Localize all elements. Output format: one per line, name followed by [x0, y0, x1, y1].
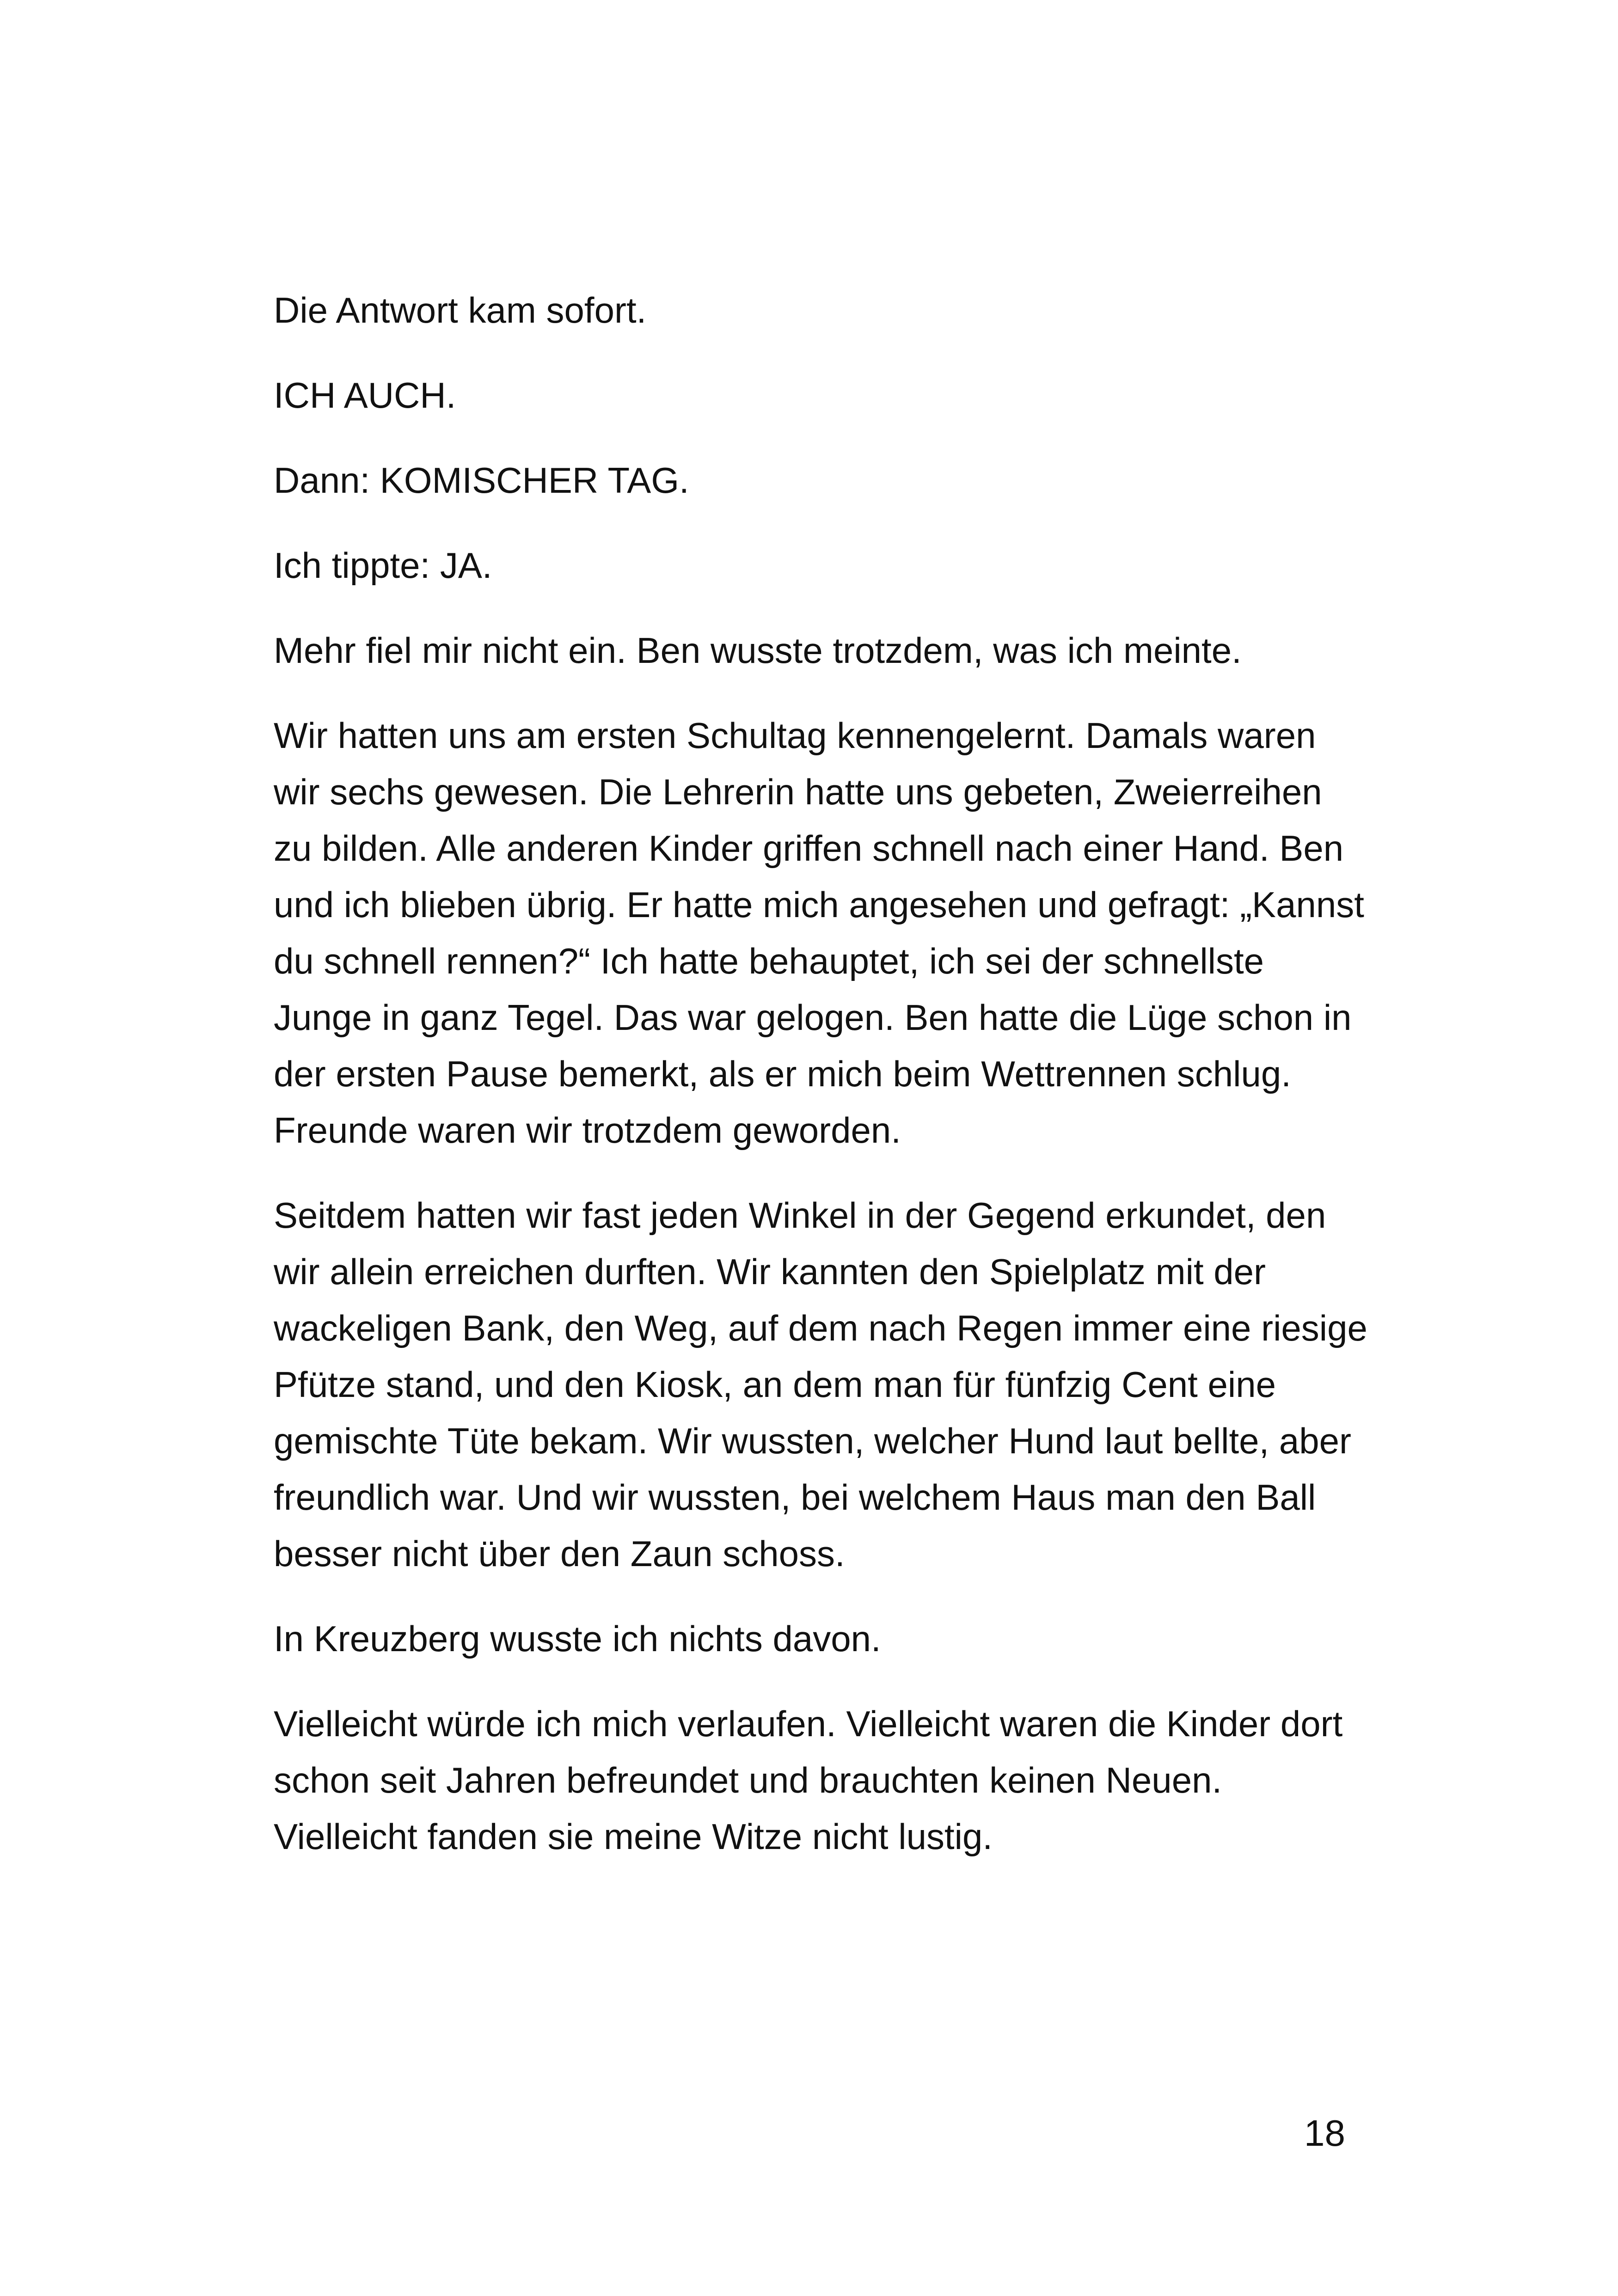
paragraph: Die Antwort kam sofort. [274, 290, 647, 331]
paragraph: Mehr fiel mir nicht ein. Ben wusste trotzdem, was ich meinte. [274, 630, 1242, 671]
paragraph: Seitdem hatten wir fast jeden Winkel in der Gegend erkundet, den wir allein erreichen durften. Wir kannten den Spielplatz mit der wackeligen Bank, den Weg, auf dem nach Regen immer eine riesige Pfütze stand, und den Kiosk, an dem man für fünfzig Cent eine gemischte Tüte bekam. Wir wussten, welcher Hund laut bellte, aber freundlich war. Und wir wussten, bei welchem Haus man den Ball besser nicht über den Zaun schoss. [274, 1195, 1367, 1574]
body-text [274, 282, 1369, 1893]
paragraph: Vielleicht würde ich mich verlaufen. Vielleicht waren die Kinder dort schon seit Jahren befreundet und brauchten keinen Neuen. Vielleicht fanden sie meine Witze nicht lustig. [274, 1703, 1343, 1857]
paragraph: Ich tippte: JA. [274, 545, 492, 586]
paragraph: In Kreuzberg wusste ich nichts davon. [274, 1618, 881, 1659]
paragraph: Wir hatten uns am ersten Schultag kennengelernt. Damals waren wir sechs gewesen. Die Lehrerin hatte uns gebeten, Zweierreihen zu bilden. Alle anderen Kinder griffen schnell nach einer Hand. Ben und ich blieben übrig. Er hatte mich angesehen und gefragt: „Kannst du schnell rennen?“ Ich hatte behauptet, ich sei der schnellste Junge in ganz Tegel. Das war gelogen. Ben hatte die Lüge schon in der ersten Pause bemerkt, als er mich beim Wettrennen schlug. Freunde waren wir trotzdem geworden. [274, 715, 1364, 1151]
page-number: 18 [1304, 2112, 1345, 2154]
paragraph: ICH AUCH. [274, 375, 456, 416]
paragraph: Dann: KOMISCHER TAG. [274, 460, 689, 501]
